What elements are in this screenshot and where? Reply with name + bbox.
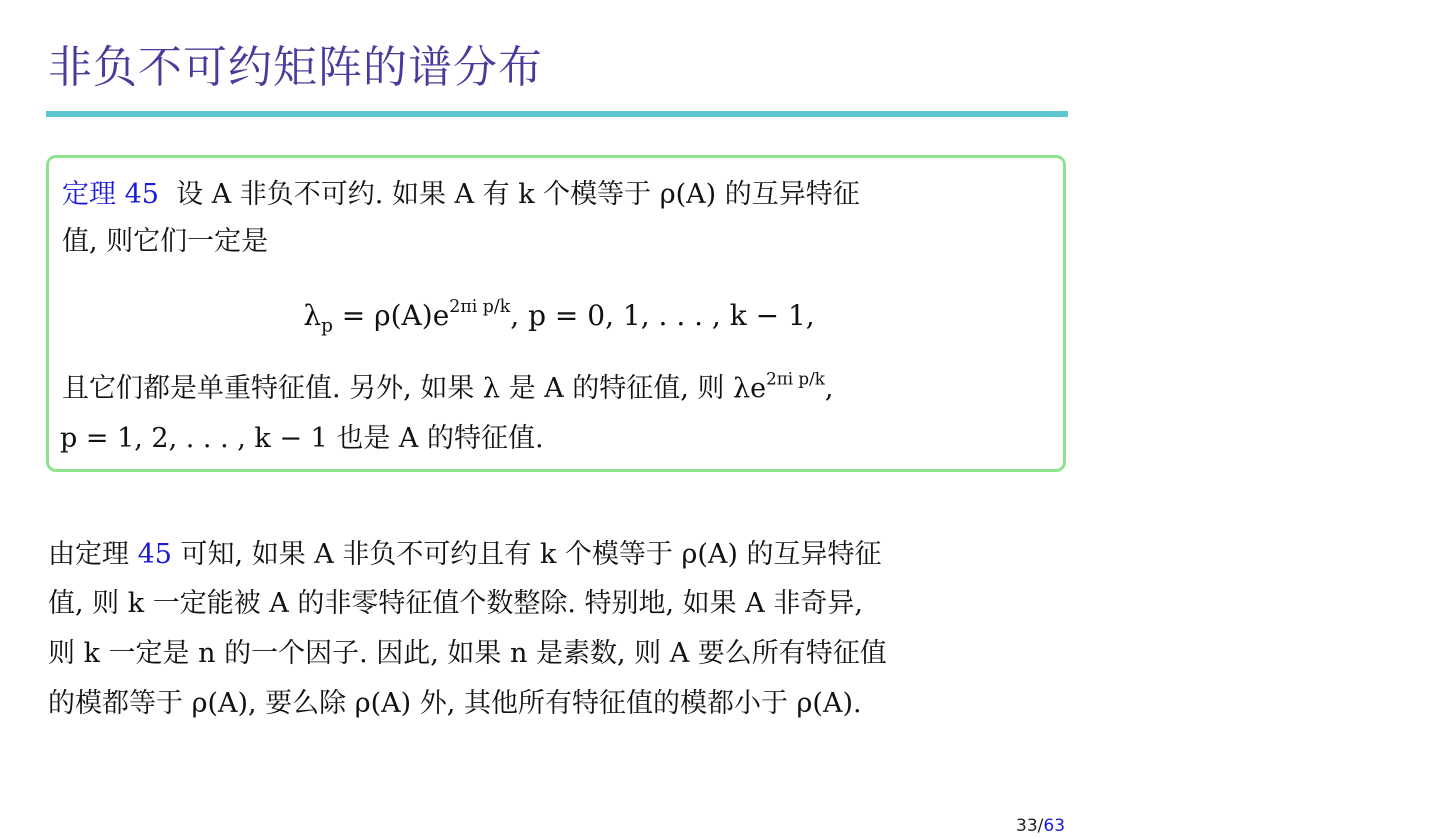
body-line-3: 则 k 一定是 n 的一个因子. 因此, 如果 n 是素数, 则 A 要么所有特征值	[48, 638, 887, 669]
theorem-equation	[49, 294, 1069, 338]
body-line-2: 值, 则 k 一定能被 A 的非零特征值个数整除. 特别地, 如果 A 非奇异,	[48, 588, 863, 619]
page-number	[1016, 814, 1065, 838]
body-text-1b: 可知, 如果 A 非负不可约且有 k 个模等于 ρ(A) 的互异特征	[171, 539, 882, 570]
eq-lambda: λ	[303, 299, 322, 332]
body-text-1a: 由定理	[48, 539, 138, 570]
body-line-1	[48, 535, 882, 575]
theorem-label: 定理 45	[62, 179, 159, 210]
slide-title: 非负不可约矩阵的谱分布	[48, 42, 543, 93]
theorem-line-2: 值, 则它们一定是	[62, 226, 269, 257]
theorem-box	[46, 155, 1066, 472]
theorem-reference-link[interactable]: 45	[137, 539, 172, 570]
body-line-4: 的模都等于 ρ(A), 要么除 ρ(A) 外, 其他所有特征值的模都小于 ρ(A).	[48, 688, 862, 719]
theorem-line-3	[62, 369, 834, 409]
title-underline	[46, 111, 1068, 117]
theorem-line-1	[62, 175, 860, 215]
theorem-line-4: p = 1, 2, . . . , k − 1 也是 A 的特征值.	[60, 423, 544, 454]
theorem-text-3-end: ,	[824, 373, 834, 404]
eq-lambda-sub: p	[321, 315, 333, 337]
theorem-text-3: 且它们都是单重特征值. 另外, 如果 λ 是 A 的特征值, 则 λe	[62, 373, 767, 404]
page-separator: /	[1037, 816, 1044, 836]
eq-mid: = ρ(A)e	[332, 299, 450, 332]
page-current: 33	[1016, 816, 1038, 836]
eq-rhs: , p = 0, 1, . . . , k − 1,	[510, 299, 815, 332]
theorem-text-1: 设 A 非负不可约. 如果 A 有 k 个模等于 ρ(A) 的互异特征	[176, 179, 860, 210]
page-total-link[interactable]: 63	[1043, 816, 1066, 836]
theorem-text-3-exponent: 2πi p/k	[766, 368, 825, 389]
eq-exponent: 2πi p/k	[449, 296, 511, 317]
